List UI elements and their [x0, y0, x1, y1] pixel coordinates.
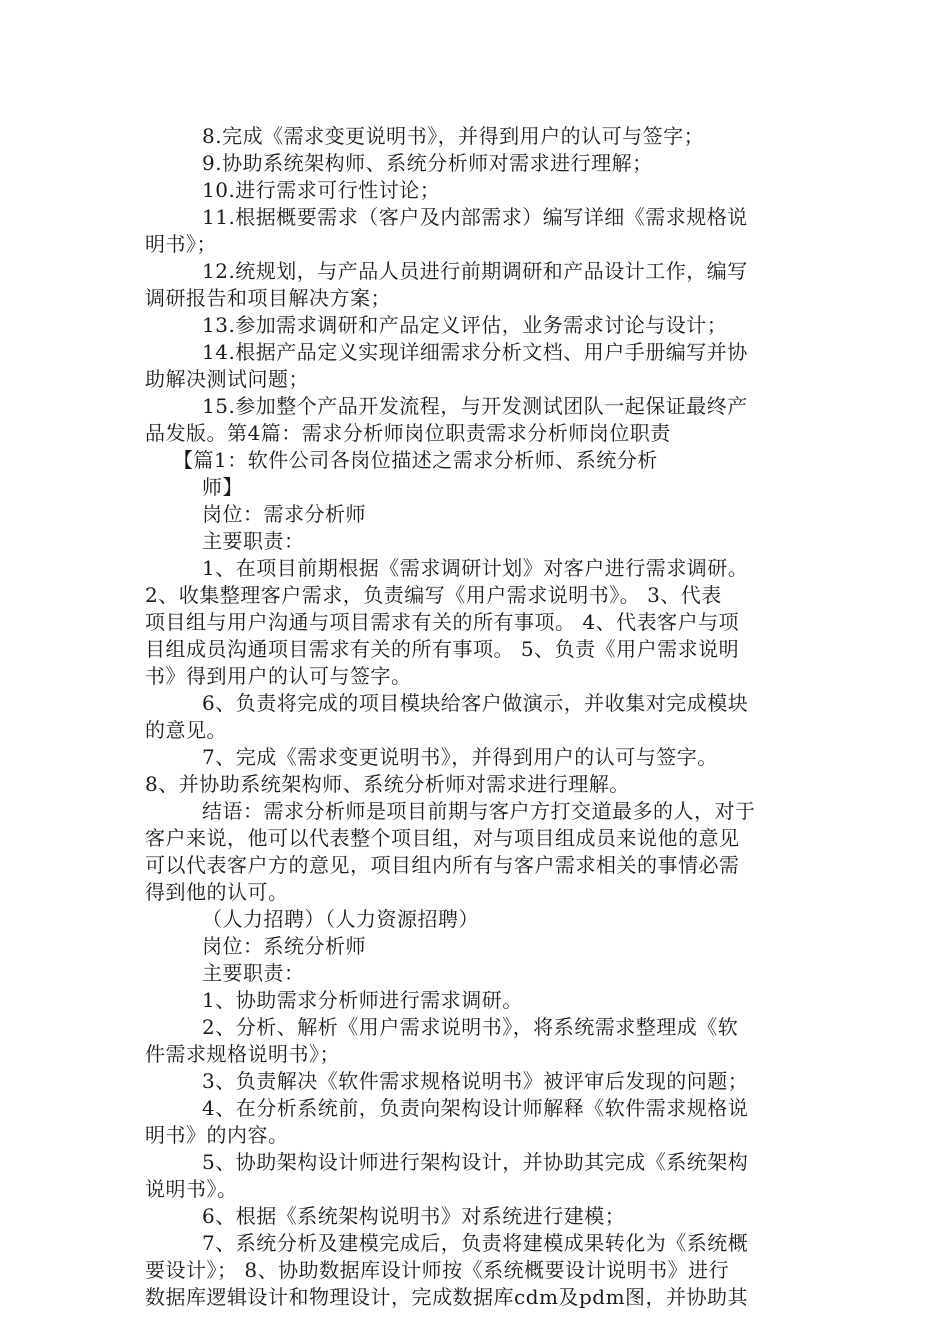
text-line: 5、协助架构设计师进行架构设计，并协助其完成《系统架构 — [202, 1150, 749, 1174]
text-line: 7、完成《需求变更说明书》，并得到用户的认可与签字。 — [202, 745, 718, 769]
text-line: 明书》的内容。 — [145, 1123, 289, 1147]
text-line: 1、在项目前期根据《需求调研计划》对客户进行需求调研。 — [202, 556, 749, 580]
text-line: 的意见。 — [145, 718, 227, 742]
text-line: 9.协助系统架构师、系统分析师对需求进行理解； — [202, 151, 653, 175]
text-line: 项目组与用户沟通与项目需求有关的所有事项。 4、代表客户与项 — [145, 610, 740, 634]
text-line: 说明书》。 — [145, 1177, 238, 1201]
text-line: 2、分析、解析《用户需求说明书》，将系统需求整理成《软 — [202, 1015, 739, 1039]
text-line: 4、在分析系统前，负责向架构设计师解释《软件需求规格说 — [202, 1096, 749, 1120]
text-line: 15.参加整个产品开发流程，与开发测试团队一起保证最终产 — [202, 394, 748, 418]
section-heading: 师】 — [202, 475, 243, 499]
text-line: 调研报告和项目解决方案； — [145, 286, 391, 310]
text-line: 书》得到用户的认可与签字。 — [145, 664, 412, 688]
text-line: 6、负责将完成的项目模块给客户做演示，并收集对完成模块 — [202, 691, 749, 715]
text-line: 8、并协助系统架构师、系统分析师对需求进行理解。 — [145, 772, 630, 796]
text-line: 岗位：系统分析师 — [202, 934, 366, 958]
text-line: 要设计》； 8、协助数据库设计师按《系统概要设计说明书》进行 — [145, 1258, 730, 1282]
text-line: 6、根据《系统架构说明书》对系统进行建模； — [202, 1204, 626, 1228]
text-line: 8.完成《需求变更说明书》，并得到用户的认可与签字； — [202, 124, 705, 148]
text-line: 14.根据产品定义实现详细需求分析文档、用户手册编写并协 — [202, 340, 748, 364]
text-line: 结语：需求分析师是项目前期与客户方打交道最多的人，对于 — [202, 799, 756, 823]
text-line: （人力招聘）（人力资源招聘） — [202, 907, 479, 931]
text-line: 岗位：需求分析师 — [202, 502, 366, 526]
text-line: 得到他的认可。 — [145, 880, 289, 904]
text-line: 7、系统分析及建模完成后，负责将建模成果转化为《系统概 — [202, 1231, 749, 1255]
text-line: 3、负责解决《软件需求规格说明书》被评审后发现的问题； — [202, 1069, 749, 1093]
text-line: 明书》； — [145, 232, 217, 256]
text-line: 数据库逻辑设计和物理设计，完成数据库cdm及pdm图，并协助其 — [145, 1285, 749, 1309]
text-line: 助解决测试问题； — [145, 367, 309, 391]
text-line: 件需求规格说明书》； — [145, 1042, 340, 1066]
section-heading: 【篇1：软件公司各岗位描述之需求分析师、系统分析 — [173, 448, 658, 472]
text-line: 13.参加需求调研和产品定义评估，业务需求讨论与设计； — [202, 313, 728, 337]
text-line: 品发版。第4篇：需求分析师岗位职责需求分析师岗位职责 — [145, 421, 671, 445]
text-line: 2、收集整理客户需求，负责编写《用户需求说明书》。 3、代表 — [145, 583, 722, 607]
text-line: 可以代表客户方的意见，项目组内所有与客户需求相关的事情必需 — [145, 853, 740, 877]
text-line: 客户来说，他可以代表整个项目组，对与项目组成员来说他的意见 — [145, 826, 740, 850]
text-line: 目组成员沟通项目需求有关的所有事项。 5、负责《用户需求说明 — [145, 637, 740, 661]
text-line: 12.统规划，与产品人员进行前期调研和产品设计工作，编写 — [202, 259, 748, 283]
text-line: 主要职责： — [202, 529, 305, 553]
text-line: 11.根据概要需求（客户及内部需求）编写详细《需求规格说 — [202, 205, 748, 229]
text-line: 10.进行需求可行性讨论； — [202, 178, 441, 202]
text-line: 1、协助需求分析师进行需求调研。 — [202, 988, 523, 1012]
text-line: 主要职责： — [202, 961, 305, 985]
